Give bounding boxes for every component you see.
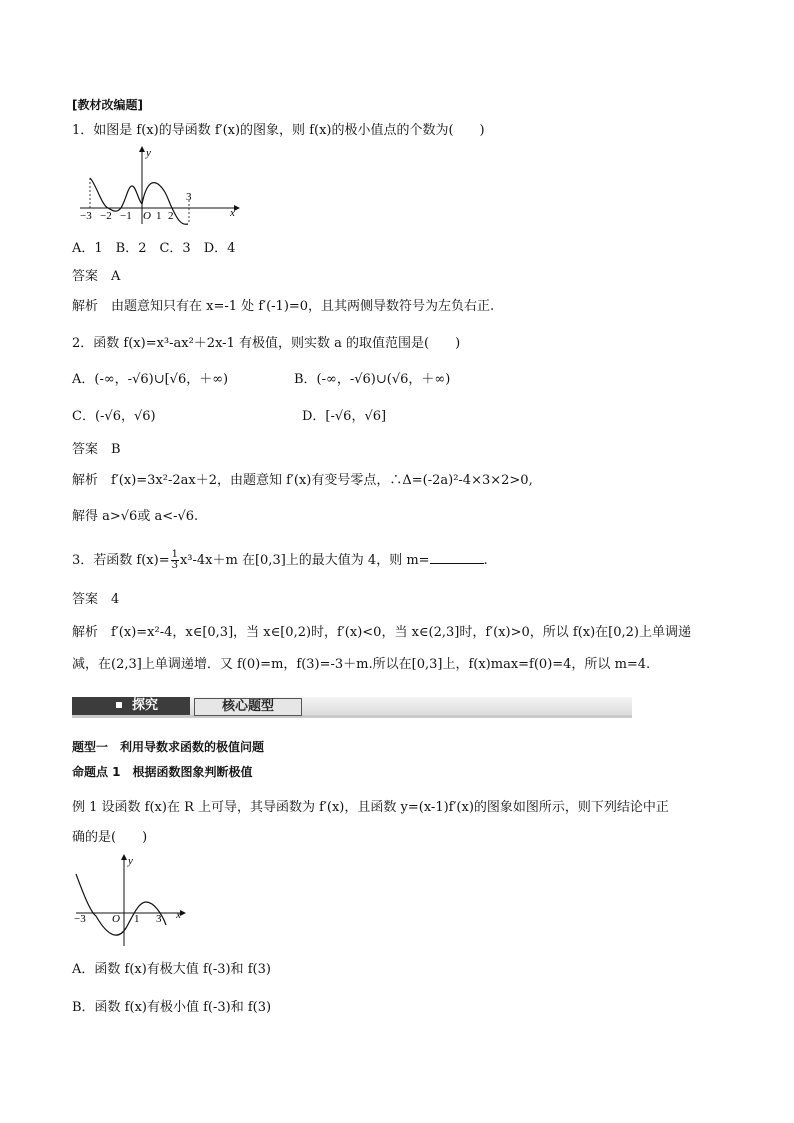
q1-analysis-line [72,298,494,316]
q3-stem-end: . [483,553,488,568]
q1-answer-line [72,268,120,286]
q3-stem-prefix: 3．若函数 f(x)= [72,553,170,568]
example-1-line-2: 确的是( ) [72,830,148,845]
q1-tick-neg1: −1 [120,210,132,222]
q1-answer-value: A [111,269,121,284]
q3-analysis-label: 解析 [72,625,99,640]
q1-tick-3: 3 [186,191,192,203]
q2-answer-value: B [111,442,121,457]
square-bullet-icon [116,702,122,708]
question-1-stem: 1．如图是 f(x)的导函数 f′(x)的图象，则 f(x)的极小值点的个数为( ) [72,123,485,138]
q1-analysis-label: 解析 [72,299,99,314]
q1-x-arrow [234,205,240,211]
q3-answer-line [72,591,119,609]
q3-analysis-line-2: 减，在(2,3]上单调递增．又 f(0)=m，f(3)=-3＋m.所以在[0,3]上，f(x)max=f(0)=4，所以 m=4. [72,657,651,672]
q2-analysis-line-2: 解得 a>√6或 a<-√6. [72,509,199,524]
q2-option-b: B．(-∞，-√6)∪(√6，＋∞) [294,372,451,387]
q3-analysis-line-1 [72,624,691,642]
example-1-option-a: A．函数 f(x)有极大值 f(-3)和 f(3) [72,962,271,977]
q1-y-label: y [146,147,151,159]
q2-analysis-label: 解析 [72,473,99,488]
example-1-line-1: 例 1 设函数 f(x)在 R 上可导，其导函数为 f′(x)，且函数 y=(x-1)f′(x)的图象如图所示，则下列结论中正 [72,800,669,815]
ex1-tick-3: 3 [156,913,162,925]
q2-option-a: A．(-∞，-√6)∪[√6，＋∞) [72,372,229,387]
example-1-graph [72,850,192,950]
point-1-title: 命题点 1 根据函数图象判断极值 [72,765,253,779]
example-1-option-b: B．函数 f(x)有极小值 f(-3)和 f(3) [72,1000,272,1015]
question-2-stem: 2．函数 f(x)=x³-ax²＋2x-1 有极值，则实数 a 的取值范围是( ) [72,336,461,351]
q2-answer-line [72,441,121,459]
q3-answer-blank [430,551,484,564]
q2-analysis-line-1 [72,472,533,490]
q3-answer-value: 4 [111,592,120,607]
ex1-x-label: x [176,909,181,921]
q1-tick-2: 2 [168,210,174,222]
banner-shadow [72,715,632,718]
ex1-y-label: y [128,855,133,867]
q2-answer-label: 答案 [72,442,99,457]
banner-tab-explore [72,697,190,715]
ex1-origin-label: O [112,913,120,925]
ex1-tick-1: 1 [134,913,140,925]
q2-option-d: D．[-√6，√6] [302,409,387,424]
ex1-tick-neg3: −3 [74,913,86,925]
q1-tick-neg3: −3 [80,210,92,222]
q3-frac-den: 3 [171,560,178,571]
ex1-y-arrow [121,854,127,860]
type-1-title: 题型一 利用导数求函数的极值问题 [72,740,265,754]
q1-tick-1: 1 [156,210,162,222]
ex1-x-arrow [180,910,186,916]
section-tag: [教材改编题] [72,98,143,112]
q3-analysis-text-1: f′(x)=x²-4，x∈[0,3]，当 x∈[0,2)时，f′(x)<0，当 x∈(2,3]时，f′(x)>0，所以 f(x)在[0,2)上单调递 [111,625,691,640]
q3-frac-num: 1 [171,549,178,560]
q1-derivative-graph [76,144,246,226]
q1-origin-label: O [143,210,151,222]
ex1-curve [76,874,166,935]
banner-tab-core-types: 核心题型 [194,698,302,716]
q1-tick-neg2: −2 [100,210,112,222]
q1-y-arrow [139,146,145,152]
q1-x-label: x [230,207,235,219]
section-banner [72,697,632,719]
q1-answer-label: 答案 [72,269,99,284]
q3-stem-suffix: x³-4x＋m 在[0,3]上的最大值为 4，则 m= [179,553,430,568]
q1-analysis-text: 由题意知只有在 x=-1 处 f′(-1)=0，且其两侧导数符号为左负右正. [111,299,495,314]
question-3-stem [72,550,488,571]
q2-analysis-text-1: f′(x)=3x²-2ax＋2，由题意知 f′(x)有变号零点，∴Δ=(-2a)²-4×3×2>0, [111,473,533,488]
q3-fraction [171,550,179,571]
q2-option-c: C．(-√6，√6) [72,409,156,424]
q1-options: A．1 B．2 C．3 D．4 [72,241,236,256]
banner-tab-explore-label: 探究 [132,698,159,713]
q3-answer-label: 答案 [72,592,99,607]
